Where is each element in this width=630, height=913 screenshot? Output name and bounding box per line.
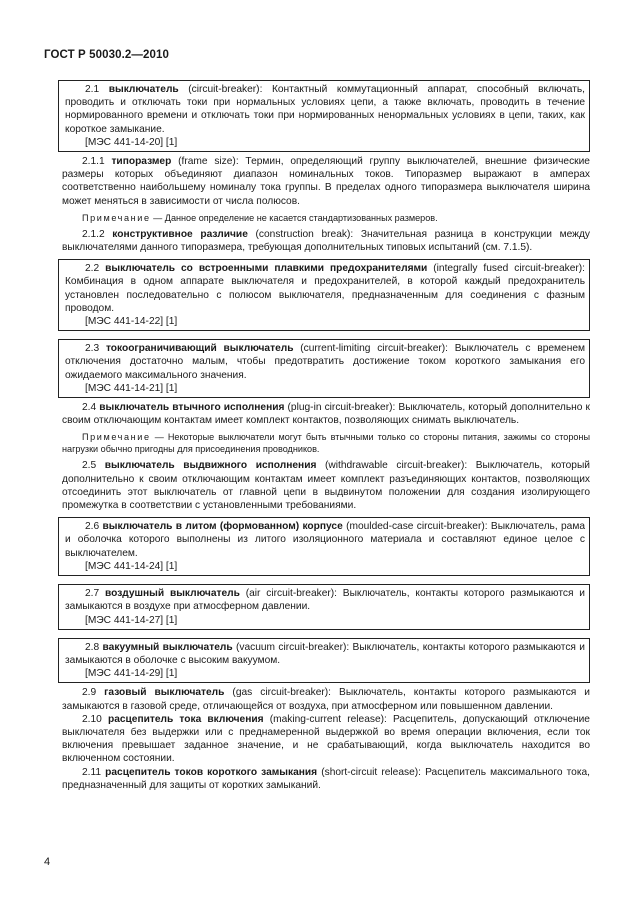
definition: (plug-in circuit-breaker): Выключатель, который дополнительно к своим отключающим контактам имеет комплект контактов, позволяющих снимать выключатель. [62,402,590,427]
reference: [МЭС 441-14-22] [1] [85,316,178,328]
term: выключатель со встроенными плавкими предохранителями [105,263,428,275]
note [62,431,590,455]
definition: (withdrawable circuit-breaker): Выключатель, который дополнительно к своим отключающим контактам имеет комплект разъединяющих контактов, позволяющих отсоединить этот выключатель от главной цепи в выдвинутом положении для создания изолирующего промежутка в соответствии с установленными требованиями. [62,460,590,512]
clause-2-1-2: 2.1.2 конструктивное различие (construction break): Значительная разница в конструкции между выключателями данного типоразмера, требующая дополнительных типовых испытаний (см. 7.1.5). [62,228,590,254]
term: выключатель втычного исполнения [99,402,285,414]
term: конструктивное различие [112,228,248,240]
clause-2-7: 2.7 воздушный выключатель (air circuit-breaker): Выключатель, контакты которого размыкаются и замыкаются в воздухе при атмосферном давлении. [65,588,585,613]
page-number: 4 [44,856,51,868]
clause-2-6: 2.6 выключатель в литом (формованном) корпусе (moulded-case circuit-breaker): Выключатель, рама и оболочка которого выполнены из литого изоляционного материала и составляют единое целое с выключателем. [65,521,585,559]
clause-2-1: 2.1 выключатель (circuit-breaker): Контактный коммутационный аппарат, способный включать, проводить и отключать токи при нормальных условиях цепи, а также включать, проводить в течение нормированного времени и отключать токи при нормированных ненормальных условиях в цепи, таких, как короткое замыкание. [65,84,585,135]
definition: (making-current release): Расцепитель, допускающий отключение выключателя без выдержки или с преднамеренной выдержкой во время операции включения, если ток включения превышает заданное значение, и не срабатывающий, когда выключатель находится во включенном состоянии. [62,713,590,765]
definition: (circuit-breaker): Контактный коммутационный аппарат, способный включать, проводить и отключать токи при нормальных условиях цепи, а также включать, проводить в течение нормированного времени и отключать токи при нормированных ненормальных условиях в цепи, таких, как короткое замыкание. [65,84,585,135]
definition: (integrally fused circuit-breaker): Комбинация в одном аппарате выключателя и предохранителей, в которой каждый предохранитель установлен последовательно с полюсом выключателя, предназначенным для соединения с фазным проводом. [65,263,585,314]
definition-box-2-8 [58,638,590,684]
definition: (vacuum circuit-breaker): Выключатель, контакты которого размыкаются и замыкаются в оболочке с высоким вакуумом. [65,641,586,666]
document-body [62,80,590,792]
definition: (current-limiting circuit-breaker): Выключатель с временем отключения достаточно малым, чтобы предотвратить достижение током короткого замыкания его ожидаемого максимального значения. [65,343,585,381]
clause-2-3: 2.3 токоограничивающий выключатель (current-limiting circuit-breaker): Выключатель с временем отключения достаточно малым, чтобы предотвратить достижение током короткого замыкания его ожидаемого максимального значения. [65,343,585,381]
term: выключатель выдвижного исполнения [104,460,317,472]
term: токоограничивающий выключатель [105,343,294,355]
reference: [МЭС 441-14-20] [1] [85,136,178,148]
note [62,212,590,224]
definition-box-2-3 [58,339,590,398]
term: выключатель [108,84,179,95]
clause-2-2: 2.2 выключатель со встроенными плавкими предохранителями (integrally fused circuit-breaker): Комбинация в одном аппарате выключателя и предохранителей, в которой каждый предохранитель установлен последовательно с полюсом выключателя, предназначенным для соединения с фазным проводом. [65,263,585,314]
document-header: ГОСТ Р 50030.2—2010 [44,49,169,61]
clause-2-8: 2.8 вакуумный выключатель (vacuum circuit-breaker): Выключатель, контакты которого размыкаются и замыкаются в оболочке с высоким вакуумом. [65,641,586,666]
clause-2-10: 2.10 расцепитель тока включения (making-current release): Расцепитель, допускающий отключение выключателя без выдержки или с преднамеренной выдержкой во время операции включения, если ток включения превышает заданное значение, и не срабатывающий, когда выключатель находится во включенном состоянии. [62,713,590,765]
definition: (construction break): Значительная разница в конструкции между выключателями данного типоразмера, требующая дополнительных типовых испытаний (см. 7.1.5). [62,228,590,254]
reference: [МЭС 441-14-24] [1] [85,560,178,572]
definition-box-2-1 [58,80,590,152]
term: расцепитель токов короткого замыкания [105,766,318,778]
reference: [МЭС 441-14-29] [1] [85,668,178,680]
clause-2-4: 2.4 выключатель втычного исполнения (plug-in circuit-breaker): Выключатель, который дополнительно к своим отключающим контактам имеет комплект контактов, позволяющих снимать выключатель. [62,402,590,427]
term: вакуумный выключатель [102,641,233,653]
clause-2-1-1: 2.1.1 типоразмер (frame size): Термин, определяющий группу выключателей, внешние физические размеры которых объединяют диапазон номинальных токов. Типоразмер выражают в амперах соответственно наибольшему номиналу тока группы. В пределах одного типоразмера выключателя ширина может меняться в зависимости от числа полюсов. [62,156,590,207]
note-text: — Данное определение не касается стандартизованных размеров. [150,212,438,223]
definition: (short-circuit release): Расцепитель максимального тока, предназначенный для защиты от коротких замыканий. [62,766,590,791]
clause-2-11: 2.11 расцепитель токов короткого замыкания (short-circuit release): Расцепитель максимального тока, предназначенный для защиты от коротких замыканий. [62,766,590,791]
definition-box-2-6 [58,517,590,576]
note-label: Примечание [82,212,151,223]
note-text: — Некоторые выключатели могут быть втычными только со стороны питания, зажимы со стороны нагрузки обычно пригодны для присоединения проводников. [62,432,590,455]
definition-box-2-2 [58,259,590,331]
definition-box-2-7 [58,584,590,630]
definition: (frame size): Термин, определяющий группу выключателей, внешние физические размеры которых объединяют диапазон номинальных токов. Типоразмер выражают в амперах соответственно наибольшему номиналу тока группы. В пределах одного типоразмера выключателя ширина может меняться в зависимости от числа полюсов. [62,156,590,207]
term: типоразмер [111,156,172,168]
definition: (gas circuit-breaker): Выключатель, контакты которого размыкаются и замыкаются в газовой среде, отличающейся от воздуха, при атмосферном или повышенном давлении. [62,687,591,712]
clause-2-5: 2.5 выключатель выдвижного исполнения (withdrawable circuit-breaker): Выключатель, который дополнительно к своим отключающим контактам имеет комплект разъединяющих контактов, позволяющих отсоединить этот выключатель от главной цепи в выдвинутом положении для создания изолирующего промежутка в соответствии с установленными требованиями. [62,460,590,512]
note-label: Примечание [82,432,151,443]
term: расцепитель тока включения [107,713,264,725]
term: газовый выключатель [104,687,225,699]
term: выключатель в литом (формованном) корпусе [102,521,343,533]
definition: (moulded-case circuit-breaker): Выключатель, рама и оболочка которого выполнены из литого изоляционного материала и составляют единое целое с выключателем. [65,521,585,559]
reference: [МЭС 441-14-27] [1] [85,614,178,626]
definition: (air circuit-breaker): Выключатель, контакты которого размыкаются и замыкаются в воздухе при атмосферном давлении. [65,588,585,613]
clause-2-9: 2.9 газовый выключатель (gas circuit-breaker): Выключатель, контакты которого размыкаются и замыкаются в газовой среде, отличающейся от воздуха, при атмосферном или повышенном давлении. [62,687,591,712]
term: воздушный выключатель [104,588,240,600]
reference: [МЭС 441-14-21] [1] [85,382,178,394]
